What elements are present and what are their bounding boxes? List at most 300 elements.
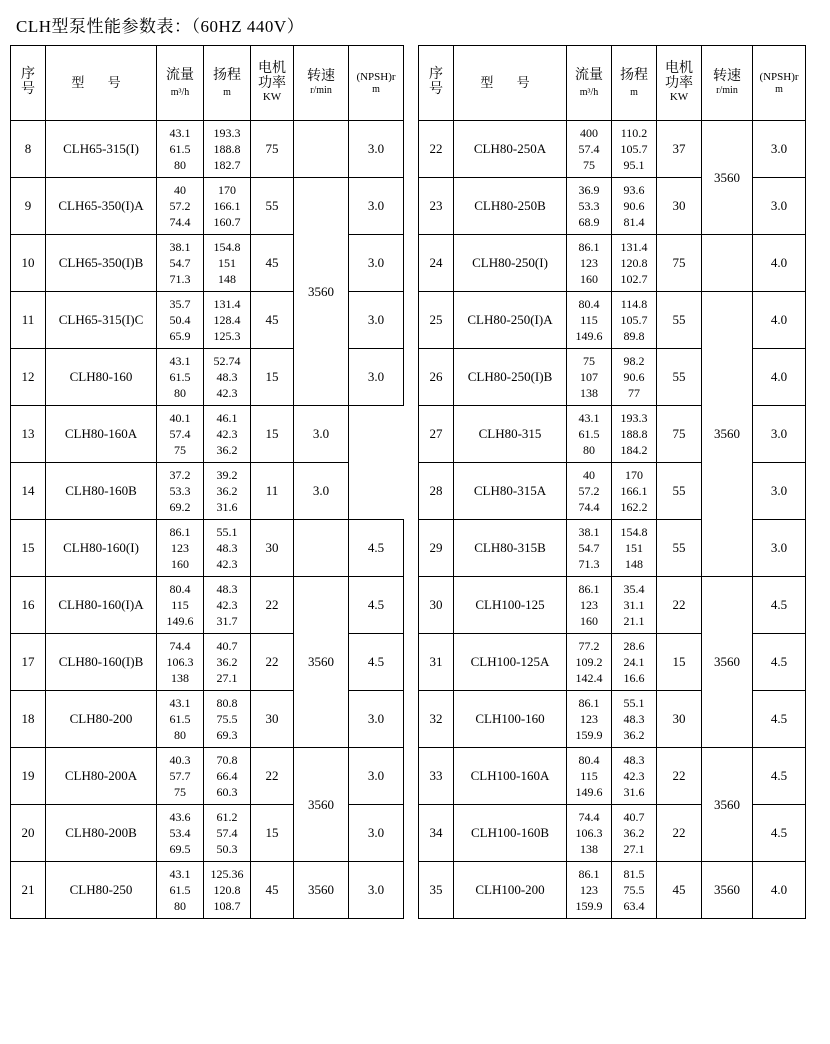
head-value: 42.3: [623, 768, 645, 783]
cell-head: [612, 178, 657, 235]
cell-head: [204, 235, 251, 292]
head-value: 39.2: [216, 467, 238, 482]
cell-model: CLH65-315(I)C: [46, 292, 157, 349]
cell-npsh: 3.0: [753, 406, 806, 463]
cell-head: [204, 406, 251, 463]
cell-power: 30: [657, 691, 702, 748]
head-value: 95.1: [623, 158, 645, 173]
cell-no: 13: [11, 406, 46, 463]
head-value: 151: [625, 540, 643, 555]
cell-npsh: 4.5: [753, 634, 806, 691]
cell-model: CLH100-125: [454, 577, 567, 634]
cell-npsh: 4.5: [349, 634, 404, 691]
header-npsh: [753, 46, 806, 121]
cell-model: CLH80-200: [46, 691, 157, 748]
head-value: 131.4: [620, 239, 648, 254]
flow-value: 123: [580, 597, 598, 612]
cell-head: [204, 349, 251, 406]
cell-head: [204, 292, 251, 349]
header-power-line2: 功率: [258, 75, 286, 91]
flow-value: 38.1: [169, 239, 191, 254]
cell-speed: [294, 520, 349, 577]
head-value: 81.5: [623, 866, 645, 881]
cell-flow: [567, 862, 612, 919]
cell-no: 12: [11, 349, 46, 406]
flow-value: 107: [580, 369, 598, 384]
cell-head: [612, 577, 657, 634]
flow-value: 160: [580, 272, 598, 287]
cell-no: 33: [419, 748, 454, 805]
cell-npsh: 3.0: [349, 748, 404, 805]
flow-value: 80.4: [578, 296, 600, 311]
cell-flow: [157, 577, 204, 634]
table-row: [11, 862, 404, 919]
cell-flow: [567, 349, 612, 406]
cell-flow: [157, 235, 204, 292]
cell-no: 23: [419, 178, 454, 235]
flow-value: 106.3: [166, 654, 194, 669]
head-value: 63.4: [623, 899, 645, 914]
cell-power: 30: [251, 520, 294, 577]
cell-speed: 3560: [702, 862, 753, 919]
cell-npsh: 4.5: [753, 577, 806, 634]
cell-head: [204, 862, 251, 919]
cell-flow: [157, 463, 204, 520]
header-power-line2: 功率: [665, 75, 693, 91]
cell-model: CLH80-315: [454, 406, 567, 463]
header-flow-unit: m³/h: [579, 86, 599, 98]
flow-value: 54.7: [578, 540, 600, 555]
head-value: 188.8: [213, 141, 241, 156]
flow-value: 43.1: [169, 353, 191, 368]
head-value: 93.6: [623, 182, 645, 197]
head-value: 42.3: [216, 386, 238, 401]
flow-value: 80: [174, 158, 186, 173]
flow-value: 53.4: [169, 825, 191, 840]
cell-no: 35: [419, 862, 454, 919]
head-value: 36.2: [216, 443, 238, 458]
header-flow-unit: m³/h: [170, 86, 190, 98]
head-value: 60.3: [216, 785, 238, 800]
cell-head: [204, 634, 251, 691]
table-header-left: [11, 46, 404, 121]
cell-npsh: 3.0: [753, 463, 806, 520]
head-value: 42.3: [216, 426, 238, 441]
cell-power: 75: [657, 235, 702, 292]
cell-power: 15: [251, 349, 294, 406]
cell-head: [612, 748, 657, 805]
cell-flow: [157, 862, 204, 919]
cell-no: 17: [11, 634, 46, 691]
cell-npsh: 4.0: [753, 349, 806, 406]
cell-no: 29: [419, 520, 454, 577]
flow-value: 80: [174, 899, 186, 914]
cell-no: 8: [11, 121, 46, 178]
cell-flow: [567, 292, 612, 349]
head-value: 48.3: [623, 711, 645, 726]
cell-head: [612, 235, 657, 292]
head-value: 16.6: [623, 671, 645, 686]
cell-speed: 3560: [702, 748, 753, 862]
head-value: 31.6: [216, 500, 238, 515]
header-npsh: [349, 46, 404, 121]
head-value: 105.7: [620, 141, 648, 156]
cell-flow: [157, 121, 204, 178]
cell-flow: [157, 406, 204, 463]
cell-head: [204, 577, 251, 634]
header-head-main: 扬程: [620, 67, 648, 83]
head-value: 66.4: [216, 768, 238, 783]
cell-head: [612, 349, 657, 406]
flow-value: 86.1: [578, 581, 600, 596]
cell-speed: 3560: [702, 292, 753, 577]
cell-no: 18: [11, 691, 46, 748]
flow-value: 149.6: [166, 614, 194, 629]
table-body-right: [419, 121, 806, 919]
cell-power: 55: [657, 349, 702, 406]
cell-head: [204, 463, 251, 520]
cell-no: 25: [419, 292, 454, 349]
head-value: 170: [625, 467, 643, 482]
cell-model: CLH80-250(I)B: [454, 349, 567, 406]
cell-head: [612, 634, 657, 691]
head-value: 36.2: [623, 728, 645, 743]
header-row: [419, 46, 806, 121]
header-model: 型 号: [46, 46, 157, 121]
cell-power: 75: [251, 121, 294, 178]
head-value: 90.6: [623, 369, 645, 384]
head-value: 98.2: [623, 353, 645, 368]
head-value: 114.8: [620, 296, 648, 311]
head-value: 27.1: [216, 671, 238, 686]
flow-value: 123: [580, 255, 598, 270]
cell-model: CLH80-160B: [46, 463, 157, 520]
header-power-line1: 电机: [258, 60, 286, 76]
cell-speed: 3560: [294, 748, 349, 862]
flow-value: 53.3: [169, 483, 191, 498]
page-title: CLH型泵性能参数表：（60HZ 440V）: [16, 17, 305, 36]
flow-value: 69.5: [169, 842, 191, 857]
cell-model: CLH80-160A: [46, 406, 157, 463]
cell-head: [612, 862, 657, 919]
flow-value: 36.9: [578, 182, 600, 197]
cell-model: CLH80-200A: [46, 748, 157, 805]
cell-power: 11: [251, 463, 294, 520]
flow-value: 61.5: [169, 882, 191, 897]
flow-value: 159.9: [575, 728, 603, 743]
flow-value: 138: [580, 842, 598, 857]
cell-flow: [567, 235, 612, 292]
cell-no: 31: [419, 634, 454, 691]
header-model: 型 号: [454, 46, 567, 121]
flow-value: 159.9: [575, 899, 603, 914]
cell-head: [612, 520, 657, 577]
cell-flow: [157, 292, 204, 349]
cell-no: 15: [11, 520, 46, 577]
cell-flow: [567, 634, 612, 691]
cell-speed: [702, 235, 753, 292]
cell-model: CLH65-350(I)A: [46, 178, 157, 235]
header-power: [251, 46, 294, 121]
head-value: 28.6: [623, 638, 645, 653]
cell-head: [612, 463, 657, 520]
flow-value: 37.2: [169, 467, 191, 482]
header-power: [657, 46, 702, 121]
cell-no: 26: [419, 349, 454, 406]
table-row: [11, 406, 404, 463]
cell-head: [612, 121, 657, 178]
head-value: 77: [628, 386, 640, 401]
cell-npsh: 3.0: [349, 235, 404, 292]
cell-model: CLH100-160A: [454, 748, 567, 805]
cell-head: [204, 121, 251, 178]
cell-speed: 3560: [294, 577, 349, 748]
cell-speed: [294, 121, 349, 178]
cell-power: 30: [657, 178, 702, 235]
flow-value: 74.4: [169, 215, 191, 230]
cell-npsh: 3.0: [753, 178, 806, 235]
cell-model: CLH80-250A: [454, 121, 567, 178]
flow-value: 74.4: [169, 638, 191, 653]
flow-value: 86.1: [578, 239, 600, 254]
head-value: 42.3: [216, 557, 238, 572]
flow-value: 400: [580, 125, 598, 140]
cell-flow: [157, 349, 204, 406]
head-value: 188.8: [620, 426, 648, 441]
flow-value: 80.4: [169, 581, 191, 596]
flow-value: 57.2: [578, 483, 600, 498]
table-body-left: [11, 121, 404, 919]
flow-value: 40: [583, 467, 595, 482]
flow-value: 123: [580, 882, 598, 897]
table-row: [11, 520, 404, 577]
table-row: [11, 463, 404, 520]
cell-no: 27: [419, 406, 454, 463]
cell-no: 19: [11, 748, 46, 805]
cell-power: 45: [657, 862, 702, 919]
flow-value: 43.1: [578, 410, 600, 425]
flow-value: 40.3: [169, 752, 191, 767]
cell-flow: [567, 805, 612, 862]
header-speed-main: 转速: [713, 69, 741, 85]
cell-npsh: 3.0: [753, 121, 806, 178]
head-value: 160.7: [213, 215, 241, 230]
cell-power: 55: [657, 463, 702, 520]
head-value: 70.8: [216, 752, 238, 767]
head-value: 166.1: [620, 483, 648, 498]
head-value: 31.1: [623, 597, 645, 612]
cell-power: 22: [251, 634, 294, 691]
cell-model: CLH80-250(I)A: [454, 292, 567, 349]
cell-npsh: 3.0: [294, 463, 349, 520]
flow-value: 71.3: [169, 272, 191, 287]
header-power-unit: KW: [669, 91, 689, 104]
cell-head: [204, 520, 251, 577]
table-row: [419, 577, 806, 634]
header-power-line1: 电机: [665, 60, 693, 76]
cell-speed: 3560: [702, 577, 753, 748]
header-no-line2: 号: [429, 82, 443, 97]
flow-value: 138: [171, 671, 189, 686]
cell-npsh: 3.0: [349, 121, 404, 178]
flow-value: 43.6: [169, 809, 191, 824]
cell-flow: [157, 748, 204, 805]
cell-head: [612, 691, 657, 748]
cell-flow: [567, 577, 612, 634]
table-gap: [404, 45, 418, 919]
header-speed-unit: r/min: [310, 85, 332, 97]
header-head: [612, 46, 657, 121]
head-value: 48.3: [216, 581, 238, 596]
cell-flow: [567, 520, 612, 577]
flow-value: 80: [174, 386, 186, 401]
flow-value: 123: [580, 711, 598, 726]
table-row: [11, 121, 404, 178]
flow-value: 53.3: [578, 198, 600, 213]
cell-no: 10: [11, 235, 46, 292]
cell-power: 75: [657, 406, 702, 463]
cell-no: 9: [11, 178, 46, 235]
head-value: 61.2: [216, 809, 238, 824]
head-value: 48.3: [216, 369, 238, 384]
header-no-line1: 序: [21, 67, 35, 83]
cell-model: CLH80-315B: [454, 520, 567, 577]
header-speed: [294, 46, 349, 121]
flow-value: 61.5: [169, 711, 191, 726]
cell-npsh: 4.5: [349, 577, 404, 634]
cell-head: [204, 178, 251, 235]
header-head-unit: m: [630, 86, 638, 98]
cell-npsh: 4.0: [753, 235, 806, 292]
cell-head: [204, 691, 251, 748]
cell-npsh: 3.0: [294, 406, 349, 463]
flow-value: 68.9: [578, 215, 600, 230]
cell-power: 22: [657, 748, 702, 805]
flow-value: 69.2: [169, 500, 191, 515]
cell-no: 28: [419, 463, 454, 520]
cell-model: CLH80-160(I)B: [46, 634, 157, 691]
flow-value: 71.3: [578, 557, 600, 572]
header-speed-main: 转速: [307, 69, 335, 85]
flow-value: 38.1: [578, 524, 600, 539]
cell-no: 21: [11, 862, 46, 919]
table-row: [11, 748, 404, 805]
flow-value: 61.5: [169, 141, 191, 156]
flow-value: 57.7: [169, 768, 191, 783]
head-value: 110.2: [620, 125, 648, 140]
head-value: 193.3: [620, 410, 648, 425]
cell-npsh: 3.0: [349, 862, 404, 919]
head-value: 193.3: [213, 125, 241, 140]
head-value: 24.1: [623, 654, 645, 669]
flow-value: 142.4: [575, 671, 603, 686]
flow-value: 74.4: [578, 500, 600, 515]
cell-model: CLH80-315A: [454, 463, 567, 520]
cell-flow: [157, 805, 204, 862]
head-value: 52.74: [213, 353, 241, 368]
header-no: [11, 46, 46, 121]
flow-value: 43.1: [169, 125, 191, 140]
header-npsh-main: (NPSH)r: [759, 70, 799, 83]
cell-head: [204, 748, 251, 805]
table-header-right: [419, 46, 806, 121]
cell-npsh: 3.0: [349, 292, 404, 349]
cell-model: CLH100-125A: [454, 634, 567, 691]
head-value: 131.4: [213, 296, 241, 311]
head-value: 151: [218, 255, 236, 270]
cell-model: CLH80-160(I)A: [46, 577, 157, 634]
cell-model: CLH100-160: [454, 691, 567, 748]
table-row: [11, 178, 404, 235]
cell-power: 55: [657, 292, 702, 349]
head-value: 105.7: [620, 312, 648, 327]
head-value: 48.3: [623, 752, 645, 767]
cell-power: 15: [251, 805, 294, 862]
head-value: 36.2: [216, 654, 238, 669]
head-value: 120.8: [620, 255, 648, 270]
flow-value: 43.1: [169, 695, 191, 710]
table-row: [419, 235, 806, 292]
cell-no: 11: [11, 292, 46, 349]
cell-npsh: 3.0: [349, 805, 404, 862]
cell-npsh: 4.5: [349, 520, 404, 577]
cell-power: 37: [657, 121, 702, 178]
cell-power: 45: [251, 292, 294, 349]
flow-value: 160: [171, 557, 189, 572]
cell-flow: [567, 121, 612, 178]
cell-no: 16: [11, 577, 46, 634]
head-value: 182.7: [213, 158, 241, 173]
flow-value: 86.1: [578, 866, 600, 881]
flow-value: 77.2: [578, 638, 600, 653]
cell-npsh: 3.0: [349, 691, 404, 748]
head-value: 120.8: [213, 882, 241, 897]
cell-npsh: 3.0: [753, 520, 806, 577]
cell-npsh: 4.5: [753, 691, 806, 748]
header-no-line2: 号: [21, 82, 35, 97]
head-value: 128.4: [213, 312, 241, 327]
flow-value: 75: [583, 158, 595, 173]
cell-power: 22: [251, 748, 294, 805]
head-value: 40.7: [623, 809, 645, 824]
cell-npsh: 4.0: [753, 292, 806, 349]
cell-model: CLH80-250B: [454, 178, 567, 235]
flow-value: 61.5: [169, 369, 191, 384]
cell-power: 45: [251, 862, 294, 919]
cell-head: [612, 406, 657, 463]
flow-value: 86.1: [169, 524, 191, 539]
table-row: [419, 862, 806, 919]
head-value: 40.7: [216, 638, 238, 653]
cell-power: 15: [657, 634, 702, 691]
cell-power: 22: [657, 805, 702, 862]
cell-flow: [157, 634, 204, 691]
cell-no: 32: [419, 691, 454, 748]
cell-flow: [157, 178, 204, 235]
table-row: [11, 577, 404, 634]
flow-value: 40: [174, 182, 186, 197]
head-value: 170: [218, 182, 236, 197]
flow-value: 40.1: [169, 410, 191, 425]
pump-table-right: [418, 45, 806, 919]
cell-no: 34: [419, 805, 454, 862]
head-value: 46.1: [216, 410, 238, 425]
table-row: [419, 292, 806, 349]
flow-value: 57.2: [169, 198, 191, 213]
cell-model: CLH65-315(I): [46, 121, 157, 178]
flow-value: 35.7: [169, 296, 191, 311]
head-value: 42.3: [216, 597, 238, 612]
